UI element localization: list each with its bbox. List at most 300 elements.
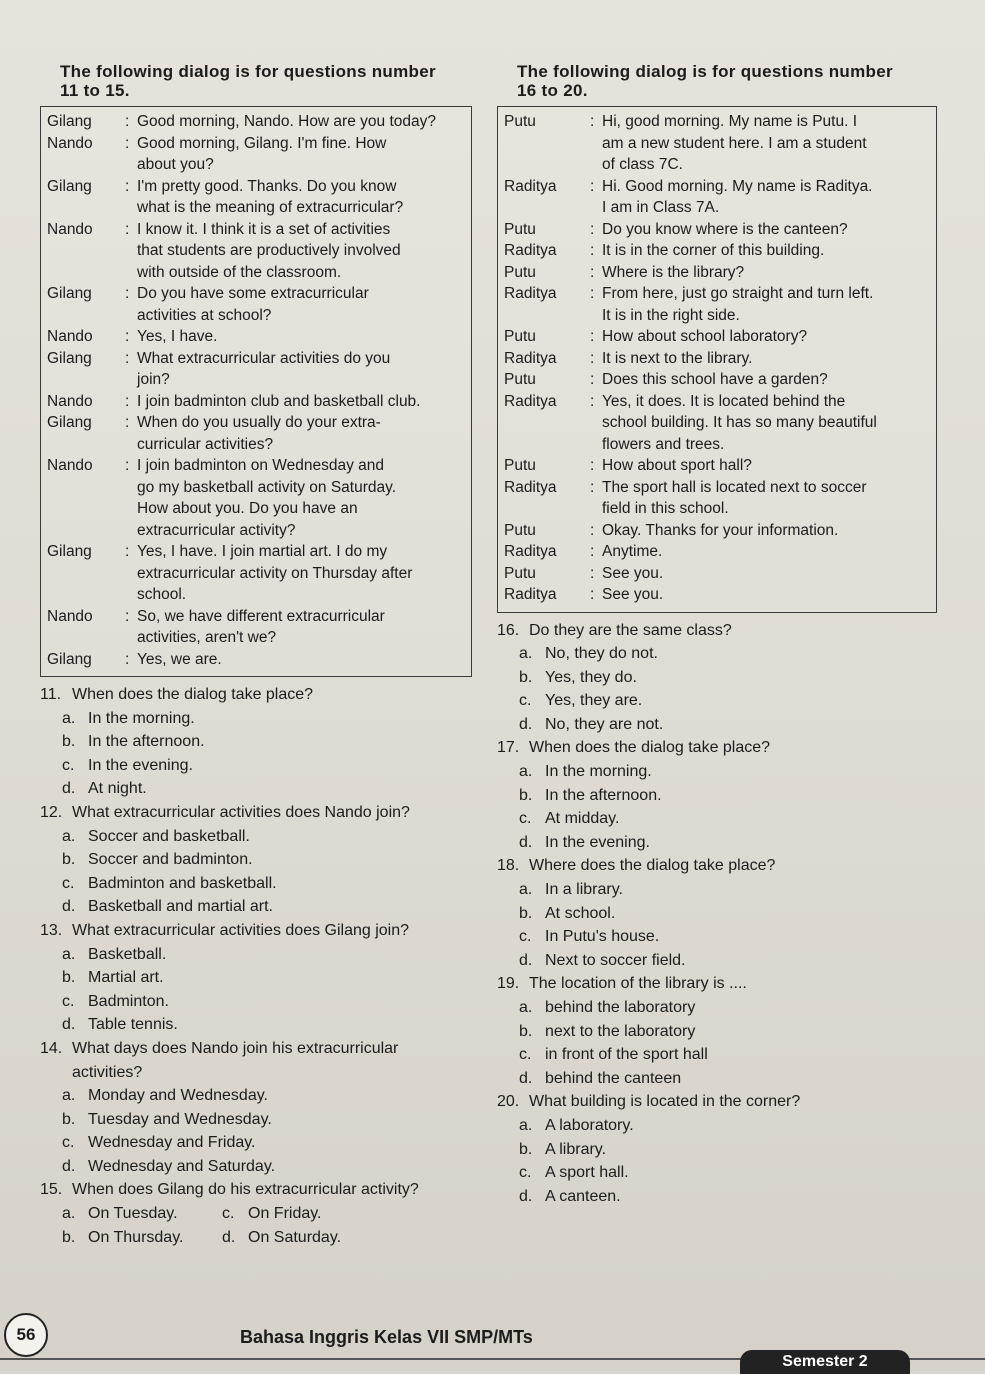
question-text: What extracurricular activities does Nando join? bbox=[72, 803, 410, 821]
question-number: 20. bbox=[497, 1093, 520, 1111]
speaker-name bbox=[47, 520, 125, 542]
dialog-text: Do you have some extracurricular bbox=[137, 285, 369, 302]
dialog-text: It is in the right side. bbox=[602, 306, 740, 324]
dialog-text: So, we have different extracurricular bbox=[137, 607, 385, 625]
speaker-colon bbox=[125, 154, 137, 176]
speaker-name bbox=[47, 563, 125, 585]
question-stem bbox=[40, 919, 472, 943]
speaker-name: Nando bbox=[47, 607, 93, 625]
answer-option bbox=[497, 642, 937, 666]
option-letter: c. bbox=[519, 810, 532, 828]
dialog-text: of class 7C. bbox=[602, 156, 683, 173]
option-text: Monday and Wednesday. bbox=[88, 1087, 268, 1105]
speaker-colon bbox=[125, 197, 137, 219]
speaker-colon: : bbox=[125, 349, 130, 367]
speaker-name: Raditya bbox=[504, 586, 557, 603]
dialog-text: How about sport hall? bbox=[602, 457, 752, 474]
speaker-colon bbox=[125, 584, 137, 606]
dialog-text: I join badminton on Wednesday and bbox=[137, 457, 385, 474]
dialog-line bbox=[47, 649, 465, 671]
option-text: A library. bbox=[545, 1140, 607, 1158]
speaker-colon bbox=[590, 412, 602, 434]
speaker-colon: : bbox=[590, 177, 595, 195]
answer-option bbox=[497, 1067, 937, 1091]
dialog-line bbox=[47, 369, 465, 391]
speaker-colon: : bbox=[590, 371, 595, 388]
option-text: Badminton. bbox=[88, 992, 169, 1010]
dialog-line bbox=[504, 326, 930, 348]
question-stem bbox=[40, 1061, 472, 1085]
speaker-colon: : bbox=[125, 457, 130, 474]
dialog-text: Good morning, Gilang. I'm fine. How bbox=[137, 134, 387, 152]
option-letter: d. bbox=[62, 1016, 76, 1034]
speaker-name bbox=[47, 197, 125, 219]
question-stem bbox=[40, 801, 472, 825]
answer-option bbox=[497, 925, 937, 949]
speaker-name: Putu bbox=[504, 328, 536, 345]
option-letter: b. bbox=[62, 1110, 76, 1128]
answer-option bbox=[497, 1043, 937, 1067]
answer-option bbox=[222, 1202, 422, 1226]
dialog-text: am a new student here. I am a student bbox=[602, 134, 867, 152]
answer-option bbox=[497, 1020, 937, 1044]
dialog-text: It is in the corner of this building. bbox=[602, 242, 825, 259]
dialog-text: that students are productively involved bbox=[137, 242, 401, 259]
option-text: Soccer and basketball. bbox=[88, 827, 250, 845]
answer-option bbox=[497, 784, 937, 808]
option-letter: b. bbox=[519, 904, 533, 922]
book-title: Bahasa Inggris Kelas VII SMP/MTs bbox=[240, 1327, 533, 1347]
semester-tab: Semester 2 bbox=[740, 1350, 910, 1374]
answer-option bbox=[497, 878, 937, 902]
question-number: 16. bbox=[497, 621, 520, 639]
dialog-line bbox=[47, 219, 465, 241]
speaker-name bbox=[504, 412, 590, 434]
option-letter: a. bbox=[519, 999, 533, 1016]
dialog-line bbox=[504, 197, 930, 219]
answer-option bbox=[40, 943, 472, 967]
answer-option bbox=[40, 754, 472, 778]
question-number: 12. bbox=[40, 803, 63, 821]
option-letter: c. bbox=[519, 692, 532, 710]
speaker-name: Raditya bbox=[504, 543, 557, 560]
speaker-colon: : bbox=[590, 478, 595, 496]
question-stem bbox=[497, 736, 937, 760]
speaker-colon bbox=[125, 563, 137, 585]
questions-16-20 bbox=[497, 619, 937, 1209]
dialog-text: about you? bbox=[137, 156, 214, 173]
answer-option bbox=[497, 1185, 937, 1209]
dialog-text: I'm pretty good. Thanks. Do you know bbox=[137, 177, 397, 195]
option-text: in front of the sport hall bbox=[545, 1046, 708, 1064]
speaker-name: Gilang bbox=[47, 285, 92, 302]
question-number bbox=[40, 1061, 72, 1085]
question-number: 13. bbox=[40, 921, 63, 939]
dialog-text: See you. bbox=[602, 586, 664, 603]
dialog-line bbox=[47, 154, 465, 176]
question-stem bbox=[40, 1178, 472, 1202]
dialog-line bbox=[504, 240, 930, 262]
option-letter: b. bbox=[519, 668, 533, 686]
option-letter: b. bbox=[62, 1228, 76, 1246]
speaker-colon: : bbox=[590, 543, 595, 560]
dialog-line bbox=[47, 240, 465, 262]
speaker-colon: : bbox=[590, 220, 595, 238]
dialog-text: See you. bbox=[602, 564, 664, 582]
speaker-colon: : bbox=[125, 220, 130, 238]
dialog-text: Yes, I have. bbox=[137, 328, 218, 345]
speaker-name: Putu bbox=[504, 521, 536, 539]
question-number: 18. bbox=[497, 857, 520, 875]
answer-option bbox=[222, 1226, 422, 1250]
dialog-line bbox=[47, 606, 465, 628]
option-letter: c. bbox=[62, 756, 75, 774]
left-column bbox=[40, 62, 472, 1249]
dialog-text: I join badminton club and basketball club. bbox=[137, 392, 421, 410]
speaker-name bbox=[504, 133, 590, 155]
dialog-line bbox=[47, 541, 465, 563]
answer-option-row bbox=[40, 1202, 472, 1226]
option-letter: d. bbox=[519, 715, 533, 733]
answer-option bbox=[40, 990, 472, 1014]
dialog-text: activities, aren't we? bbox=[137, 629, 277, 646]
option-letter: d. bbox=[519, 833, 533, 851]
option-text: next to the laboratory bbox=[545, 1022, 696, 1040]
question-number: 11. bbox=[40, 686, 62, 703]
dialog-line bbox=[47, 348, 465, 370]
option-letter: a. bbox=[62, 1087, 76, 1105]
option-letter: a. bbox=[519, 645, 533, 663]
speaker-colon bbox=[590, 498, 602, 520]
option-letter: d. bbox=[62, 898, 76, 916]
speaker-colon: : bbox=[590, 349, 595, 367]
dialog-text: Yes, I have. I join martial art. I do my bbox=[137, 543, 388, 560]
option-text: Tuesday and Wednesday. bbox=[88, 1110, 272, 1128]
option-text: In the morning. bbox=[88, 709, 195, 727]
speaker-name: Gilang bbox=[47, 349, 92, 367]
option-letter: d. bbox=[519, 1187, 533, 1205]
option-letter: b. bbox=[62, 733, 76, 751]
dialog-line bbox=[504, 391, 930, 413]
question-text: What building is located in the corner? bbox=[529, 1093, 801, 1111]
option-text: A canteen. bbox=[545, 1187, 621, 1205]
option-letter: a. bbox=[62, 827, 76, 845]
answer-option bbox=[497, 1114, 937, 1138]
question-text: Where does the dialog take place? bbox=[529, 857, 776, 875]
answer-option bbox=[40, 966, 472, 990]
speaker-name: Raditya bbox=[504, 285, 557, 302]
dialog-line bbox=[504, 262, 930, 284]
speaker-colon: : bbox=[125, 328, 130, 345]
dialog-text: It is next to the library. bbox=[602, 349, 753, 367]
answer-option bbox=[497, 902, 937, 926]
option-letter: c. bbox=[519, 1046, 532, 1064]
speaker-colon bbox=[590, 154, 602, 176]
speaker-name: Raditya bbox=[504, 177, 557, 195]
speaker-name: Nando bbox=[47, 457, 93, 474]
option-text: Table tennis. bbox=[88, 1016, 178, 1034]
dialog-line bbox=[47, 498, 465, 520]
dialog-text: extracurricular activity on Thursday after bbox=[137, 564, 413, 582]
dialog-text: Good morning, Nando. How are you today? bbox=[137, 113, 436, 130]
answer-option bbox=[40, 730, 472, 754]
speaker-name bbox=[47, 240, 125, 262]
question-text: What days does Nando join his extracurricular bbox=[72, 1039, 399, 1057]
dialog-line bbox=[47, 477, 465, 499]
question-stem bbox=[497, 972, 937, 996]
question-stem bbox=[497, 1090, 937, 1114]
option-letter: c. bbox=[519, 1164, 532, 1182]
option-text: Wednesday and Saturday. bbox=[88, 1157, 276, 1175]
speaker-colon: : bbox=[125, 177, 130, 195]
speaker-name: Nando bbox=[47, 392, 93, 410]
question-number: 17. bbox=[497, 739, 520, 757]
right-intro-line: The following dialog is for questions number bbox=[517, 62, 893, 81]
speaker-name bbox=[504, 197, 590, 219]
speaker-name: Gilang bbox=[47, 650, 92, 668]
dialog-line bbox=[504, 498, 930, 520]
question-number: 19. bbox=[497, 975, 520, 993]
answer-option bbox=[497, 760, 937, 784]
option-text: At night. bbox=[88, 780, 147, 798]
option-letter: c. bbox=[62, 1134, 75, 1152]
answer-option bbox=[40, 777, 472, 801]
option-text: A laboratory. bbox=[545, 1116, 634, 1134]
option-letter: a. bbox=[62, 709, 76, 727]
option-letter: a. bbox=[519, 1116, 533, 1134]
dialog-line bbox=[504, 412, 930, 434]
option-letter: c. bbox=[222, 1205, 235, 1223]
speaker-name bbox=[47, 369, 125, 391]
speaker-name bbox=[47, 154, 125, 176]
dialog-line bbox=[504, 348, 930, 370]
speaker-name: Raditya bbox=[504, 349, 557, 367]
speaker-colon: : bbox=[125, 607, 130, 625]
option-text: Yes, they are. bbox=[545, 692, 643, 710]
option-letter: a. bbox=[519, 763, 533, 781]
left-intro-line: 11 to 15. bbox=[60, 81, 130, 100]
speaker-colon: : bbox=[125, 650, 130, 668]
question-stem bbox=[40, 1037, 472, 1061]
speaker-colon bbox=[125, 627, 137, 649]
speaker-name: Putu bbox=[504, 263, 536, 281]
answer-option bbox=[497, 1161, 937, 1185]
option-letter: c. bbox=[62, 874, 75, 892]
speaker-name: Raditya bbox=[504, 242, 557, 259]
dialog-line bbox=[504, 283, 930, 305]
speaker-colon bbox=[125, 305, 137, 327]
option-letter: b. bbox=[62, 851, 76, 869]
answer-option bbox=[40, 895, 472, 919]
speaker-name: Nando bbox=[47, 134, 93, 152]
dialog-text: When do you usually do your extra- bbox=[137, 414, 381, 431]
speaker-colon bbox=[590, 197, 602, 219]
speaker-name: Raditya bbox=[504, 478, 557, 496]
answer-option bbox=[62, 1202, 222, 1226]
question-text: activities? bbox=[72, 1063, 143, 1081]
answer-option bbox=[497, 996, 937, 1020]
answer-option bbox=[40, 707, 472, 731]
answer-option bbox=[40, 848, 472, 872]
dialog-box-gilang-nando bbox=[40, 106, 472, 677]
dialog-text: field in this school. bbox=[602, 500, 729, 517]
answer-option bbox=[497, 807, 937, 831]
dialog-box-putu-raditya bbox=[497, 106, 937, 613]
dialog-text: Hi, good morning. My name is Putu. I bbox=[602, 113, 858, 130]
speaker-colon: : bbox=[590, 328, 595, 345]
option-text: Badminton and basketball. bbox=[88, 874, 277, 892]
speaker-colon bbox=[125, 498, 137, 520]
speaker-name: Gilang bbox=[47, 414, 92, 431]
speaker-colon: : bbox=[590, 564, 595, 582]
question-number: 15. bbox=[40, 1181, 63, 1199]
answer-option bbox=[497, 666, 937, 690]
dialog-line bbox=[504, 434, 930, 456]
speaker-colon bbox=[125, 520, 137, 542]
page-number: 56 bbox=[4, 1313, 48, 1357]
option-letter: a. bbox=[62, 945, 76, 963]
option-letter: a. bbox=[62, 1205, 76, 1223]
option-text: In the afternoon. bbox=[545, 786, 662, 804]
speaker-name bbox=[504, 498, 590, 520]
option-text: Soccer and badminton. bbox=[88, 851, 253, 869]
answer-option bbox=[40, 825, 472, 849]
question-text: When does Gilang do his extracurricular activity? bbox=[72, 1181, 419, 1199]
option-letter: b. bbox=[519, 1140, 533, 1158]
dialog-line bbox=[504, 455, 930, 477]
speaker-name bbox=[47, 305, 125, 327]
speaker-name: Putu bbox=[504, 113, 536, 130]
dialog-line bbox=[47, 455, 465, 477]
speaker-name bbox=[504, 434, 590, 456]
option-text: In the evening. bbox=[88, 756, 193, 774]
dialog-line bbox=[504, 111, 930, 133]
speaker-colon: : bbox=[125, 414, 130, 431]
speaker-name: Gilang bbox=[47, 177, 92, 195]
dialog-line bbox=[47, 133, 465, 155]
speaker-colon bbox=[590, 305, 602, 327]
speaker-colon bbox=[125, 240, 137, 262]
speaker-colon: : bbox=[125, 543, 130, 560]
speaker-colon: : bbox=[125, 392, 130, 410]
option-letter: d. bbox=[222, 1228, 236, 1246]
dialog-line bbox=[47, 197, 465, 219]
option-text: Yes, they do. bbox=[545, 668, 637, 686]
dialog-line bbox=[47, 627, 465, 649]
dialog-line bbox=[47, 584, 465, 606]
option-text: At midday. bbox=[545, 810, 620, 828]
dialog-text: The sport hall is located next to soccer bbox=[602, 478, 867, 496]
speaker-name: Nando bbox=[47, 220, 93, 238]
dialog-text: Okay. Thanks for your information. bbox=[602, 521, 839, 539]
dialog-line bbox=[47, 283, 465, 305]
option-letter: d. bbox=[519, 951, 533, 969]
question-text: When does the dialog take place? bbox=[72, 686, 314, 703]
option-text: On Tuesday. bbox=[88, 1205, 178, 1223]
dialog-line bbox=[47, 326, 465, 348]
option-letter: c. bbox=[62, 992, 75, 1010]
speaker-colon: : bbox=[590, 457, 595, 474]
speaker-name: Putu bbox=[504, 457, 536, 474]
left-intro bbox=[60, 62, 472, 100]
answer-option bbox=[497, 689, 937, 713]
question-stem bbox=[497, 854, 937, 878]
answer-option bbox=[62, 1226, 222, 1250]
dialog-line bbox=[504, 369, 930, 391]
option-letter: c. bbox=[519, 928, 532, 946]
option-text: On Saturday. bbox=[248, 1228, 342, 1246]
answer-option bbox=[40, 1084, 472, 1108]
answer-option bbox=[40, 1131, 472, 1155]
questions-11-15 bbox=[40, 683, 472, 1249]
dialog-line bbox=[47, 563, 465, 585]
answer-option bbox=[40, 1013, 472, 1037]
option-letter: b. bbox=[62, 969, 76, 987]
dialog-line bbox=[504, 219, 930, 241]
dialog-text: Does this school have a garden? bbox=[602, 371, 828, 388]
option-text: behind the canteen bbox=[545, 1069, 682, 1087]
option-text: In a library. bbox=[545, 881, 623, 899]
question-text: The location of the library is .... bbox=[529, 975, 747, 993]
dialog-text: go my basketball activity on Saturday. bbox=[137, 478, 397, 496]
option-letter: d. bbox=[519, 1069, 533, 1087]
dialog-text: school building. It has so many beautiful bbox=[602, 414, 877, 431]
option-text: At school. bbox=[545, 904, 616, 922]
speaker-colon: : bbox=[590, 285, 595, 302]
dialog-text: Yes, we are. bbox=[137, 650, 222, 668]
dialog-line bbox=[504, 176, 930, 198]
speaker-colon: : bbox=[125, 113, 130, 130]
right-intro-line: 16 to 20. bbox=[517, 81, 588, 100]
dialog-line bbox=[47, 111, 465, 133]
dialog-line bbox=[504, 477, 930, 499]
left-intro-line: The following dialog is for questions number bbox=[60, 62, 436, 81]
speaker-name bbox=[47, 498, 125, 520]
dialog-text: with outside of the classroom. bbox=[137, 263, 342, 281]
option-letter: b. bbox=[519, 1022, 533, 1040]
option-letter: d. bbox=[62, 1157, 76, 1175]
speaker-name bbox=[47, 262, 125, 284]
dialog-text: How about school laboratory? bbox=[602, 328, 808, 345]
speaker-name: Nando bbox=[47, 328, 93, 345]
option-text: Martial art. bbox=[88, 969, 164, 987]
dialog-text: flowers and trees. bbox=[602, 435, 725, 453]
dialog-line bbox=[47, 520, 465, 542]
dialog-text: Do you know where is the canteen? bbox=[602, 220, 848, 238]
answer-option-row bbox=[40, 1226, 472, 1250]
dialog-line bbox=[504, 133, 930, 155]
dialog-text: I am in Class 7A. bbox=[602, 199, 720, 216]
option-letter: d. bbox=[62, 780, 76, 798]
right-intro bbox=[517, 62, 937, 100]
dialog-line bbox=[504, 305, 930, 327]
speaker-colon: : bbox=[125, 134, 130, 152]
dialog-text: join? bbox=[137, 371, 170, 388]
question-number: 14. bbox=[40, 1039, 63, 1057]
option-text: Next to soccer field. bbox=[545, 951, 686, 969]
option-letter: a. bbox=[519, 881, 533, 899]
speaker-colon: : bbox=[590, 263, 595, 281]
dialog-text: curricular activities? bbox=[137, 435, 274, 453]
dialog-text: Yes, it does. It is located behind the bbox=[602, 392, 846, 410]
option-text: On Friday. bbox=[248, 1205, 322, 1223]
speaker-name: Gilang bbox=[47, 113, 92, 130]
question-stem bbox=[40, 683, 472, 707]
speaker-name bbox=[47, 627, 125, 649]
dialog-text: school. bbox=[137, 586, 187, 603]
option-text: Basketball. bbox=[88, 945, 167, 963]
speaker-name: Raditya bbox=[504, 392, 557, 410]
